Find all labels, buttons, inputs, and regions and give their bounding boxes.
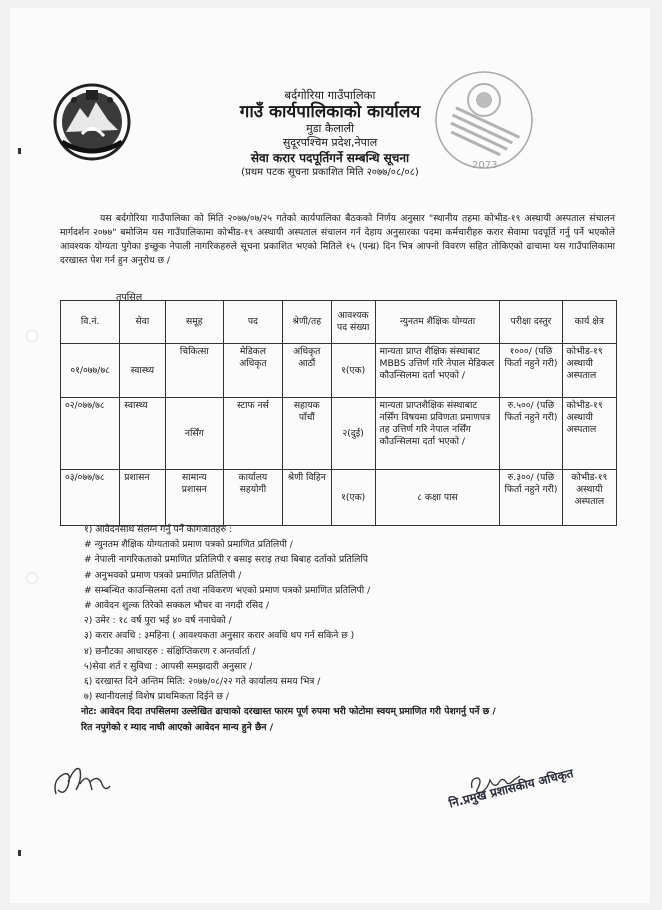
table-cell: नर्सिंग	[165, 398, 224, 470]
table-cell: मान्यता प्राप्त शैक्षिक संस्थाबाट MBBS उत्तिर्ण गरि नेपाल मेडिकल कौउन्सिलमा दर्ता भएको /	[375, 344, 500, 398]
table-cell: कोभीड-१९ अस्थायी अस्पताल	[562, 470, 616, 526]
note-line: रित नपुगेको र म्याद नाघी आएको आवेदन मान्य हुने छैन /	[81, 721, 274, 733]
list-item: ४) छनौटका आधारहरु : संक्षिप्तिकरण र अन्तर्वार्ता /	[84, 645, 256, 657]
table-cell: १०००/ (पछि फिर्ता नहुने गरी)	[500, 344, 562, 398]
table-cell: अधिकृत आठौं	[282, 344, 331, 398]
margin-mark	[18, 850, 21, 856]
table-cell: श्रेणी विहिन	[282, 470, 331, 526]
punch-hole	[26, 330, 38, 342]
list-item: १) आवेदनसाथ संलग्न गर्नु पर्ने कागजातहरु :	[84, 524, 233, 535]
column-header: परीक्षा दस्तुर	[500, 301, 562, 344]
list-item: # नेपाली नागरिकताको प्रमाणित प्रतिलिपी र बसाइ सराइ तथा बिबाह दर्ताको प्रतिलिपि	[84, 554, 368, 566]
signatory-title: नि.प्रमुख प्रशासकीय अधिकृत	[447, 766, 575, 811]
office-location: मुडा कैलाली	[306, 122, 354, 135]
intro-text: यस बर्दगोरिया गाउँपालिका को मिति २०७७/०७/२५ गतेको कार्यपालिका बैठकको निर्णय अनुसार "स्थानीय तहमा कोभीड-१९ अस्थायी अस्पताल संचालन मार्गदर्शन २०७७" बमोजिम यस गाउँपालिकामा कोभीड-१९ अस्थायी अस्पताल संचालन गर्न देहाय अनुसारका पदमा कर्मचारीहरु करार सेवामा पदपूर्ति गर्नु पर्ने भएकोले आवश्यक योग्यता पुगेका इच्छुक नेपाली नागरिकहरुले सूचना प्रकाशित भएको मितिले १५ (पन्ध्र) दिन भित्र आफ्नो विवरण सहित तोकिएको ढाचामा यस गाउँपालिकामा दरखास्त पेश गर्न हुन अनुरोध छ /	[60, 213, 615, 266]
column-header: पद	[224, 301, 283, 344]
column-header: कार्य क्षेत्र	[562, 301, 616, 344]
table-cell: सहायक पाँचौं	[282, 398, 331, 470]
requirements-list	[81, 522, 604, 735]
vacancy-table	[60, 300, 617, 526]
municipality-name: बर्दगोरिया गाउँपालिका	[284, 88, 376, 102]
publish-date: (प्रथम पटक सूचना प्रकाशित मिति २०७७/०८/०८)	[241, 167, 419, 178]
table-cell: चिकित्सा	[165, 344, 224, 398]
list-item: ५)सेवा शर्त र सुविधा : आपसी समझदारी अनुसार /	[84, 660, 253, 672]
table-cell: कोभीड-१९ अस्थायी अस्पताल	[562, 344, 616, 398]
list-item: ६) दरखास्त दिने अन्तिम मिति: २०७७/०८/२२ गते कार्यालय समय भित्र /	[84, 676, 321, 688]
table-cell: मान्यता प्राप्तशैक्षिक संस्थाबाट नर्सिंग विषयमा प्रविणता प्रमाणपत्र तह उत्तिर्ण गरि नेपाल नर्सिंग कौउन्सिलमा दर्ता भएको /	[375, 398, 500, 470]
table-cell: स्टाफ नर्स	[224, 398, 283, 470]
list-item: # आवेदन शुल्क तिरेको सक्कल भौचर वा नगदी रसिद /	[84, 600, 269, 612]
table-cell: २(दुई)	[331, 398, 375, 470]
office-name: गाउँ कार्यपालिकाको कार्यालय	[239, 102, 421, 122]
list-item: ३) करार अवधि : ३महिना ( आवश्यकता अनुसार करार अवधि थप गर्न सकिने छ )	[84, 630, 355, 642]
table-cell: कार्यालय सहयोगी	[224, 470, 283, 526]
column-header: वि.नं.	[61, 301, 120, 344]
nepal-emblem-icon	[52, 82, 132, 162]
table-cell: रु.५००/ (पछि फिर्ता नहुने गरी)	[500, 398, 562, 470]
list-item: ७) स्थानीयलाई विशेष प्राथमिकता दिईने छ /	[84, 691, 229, 703]
list-item: २) उमेर : १८ वर्ष पुरा भई ४० वर्ष ननाघेको /	[84, 615, 232, 627]
table-cell: सामान्य प्रशासन	[165, 470, 224, 526]
letterhead	[130, 88, 530, 180]
table-cell: मेडिकल अधिकृत	[224, 344, 283, 398]
table-cell: ०१/०७७/७८	[61, 344, 120, 398]
note-line: नोट: आवेदन दिदा तपसिलमा उल्लेखित ढाचाको दरखास्त फारम पूर्ण रुपमा भरी फोटोमा स्वयम् प्रमाणित गरी पेशगर्नु पर्ने छ /	[81, 706, 496, 718]
table-cell: ०३/०७७/७८	[61, 470, 120, 526]
list-item: # अनुभवको प्रमाण पत्रको प्रमाणित प्रतिलिपी /	[84, 569, 242, 581]
list-item: # सम्बन्धित काउन्सिलमा दर्ता तथा नविकरण भएको प्रमाण पत्रको प्रमाणित प्रतिलिपी /	[84, 584, 371, 596]
province-name: सुदूरपश्चिम प्रदेश,नेपाल	[282, 136, 378, 149]
column-header: आवश्यक पद संख्या	[331, 301, 375, 344]
table-cell: प्रशासन	[120, 470, 165, 526]
handwritten-signature	[50, 760, 115, 802]
table-cell: ०२/०७७/७८	[61, 398, 120, 470]
table-caption: तपसिल	[116, 292, 143, 303]
intro-paragraph	[60, 212, 615, 268]
table-cell: स्वास्थ्य	[120, 398, 165, 470]
column-header: समूह	[165, 301, 224, 344]
column-header: न्युनतम शैक्षिक योग्यता	[375, 301, 500, 344]
table-cell: ८ कक्षा पास	[375, 470, 500, 526]
table-cell: स्वास्थ्य	[120, 344, 165, 398]
column-header: श्रेणी/तह	[282, 301, 331, 344]
table-row	[61, 398, 617, 470]
column-header: सेवा	[120, 301, 165, 344]
list-item: # न्युनतम शैक्षिक योग्यताको प्रमाण पत्रको प्रमाणित प्रतिलिपी /	[84, 539, 293, 551]
table-row	[61, 470, 617, 526]
notice-title: सेवा करार पदपूर्तिगर्ने सम्बन्धि सूचना	[250, 151, 410, 165]
table-cell: १(एक)	[331, 344, 375, 398]
table-cell: १(एक)	[331, 470, 375, 526]
svg-text:2073: 2073	[472, 160, 498, 171]
table-row	[61, 344, 617, 398]
table-cell: कोभीड-१९ अस्थायी अस्पताल	[562, 398, 616, 470]
punch-hole	[26, 572, 38, 584]
margin-mark	[18, 148, 21, 154]
table-header-row	[61, 301, 617, 344]
table-cell: रु.३००/ (पछि फिर्ता नहुने गरी)	[500, 470, 562, 526]
